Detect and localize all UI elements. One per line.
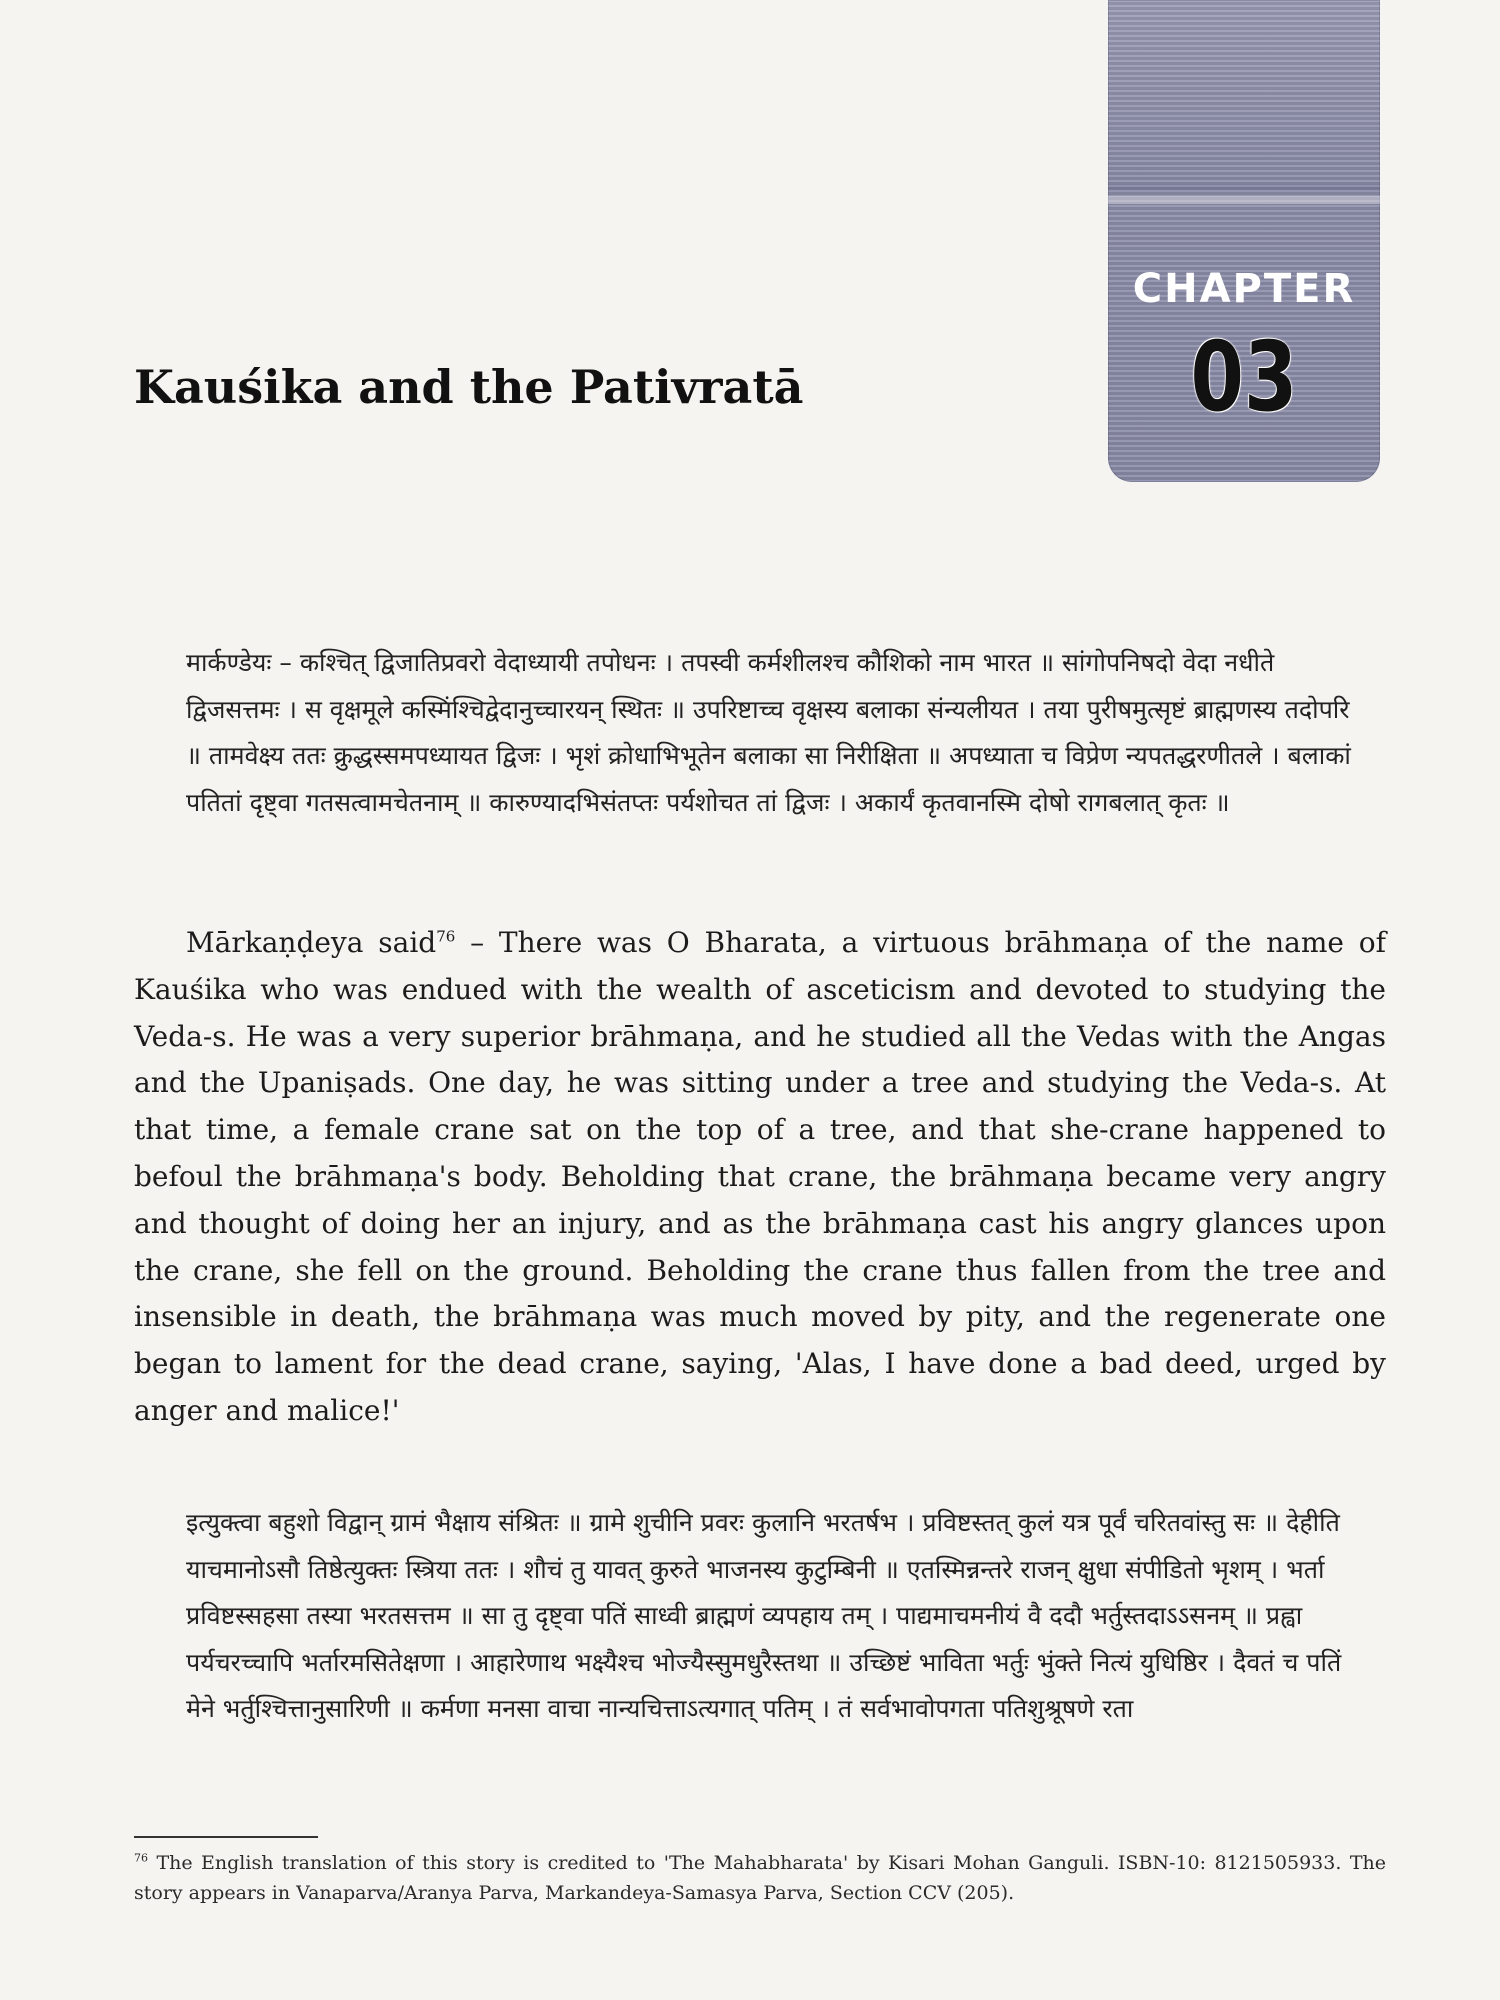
chapter-number: 03 [1190, 321, 1298, 433]
chapter-label: CHAPTER [1132, 266, 1356, 312]
translation-body: – There was O Bharata, a virtuous brāhmaṇa of the name of Kauśika who was endued with the wealth of asceticism and devoted to studying the Veda-s. He was a very superior brāhmaṇa, and he studied all the Vedas with the Angas and the Upaniṣads. One day, he was sitting under a tree and studying the Veda-s. At that time, a female crane sat on the top of a tree, and that she-crane happened to befoul the brāhmaṇa's body. Beholding that crane, the brāhmaṇa became very angry and thought of doing her an injury, and as the brāhmaṇa cast his angry glances upon the crane, she fell on the ground. Beholding the crane thus fallen from the tree and insensible in death, the brāhmaṇa was much moved by pity, and the regenerate one began to lament for the dead crane, saying, 'Alas, I have done a bad deed, urged by anger and malice!' [134, 926, 1386, 1427]
footnote-reference[interactable]: 76 [436, 927, 456, 946]
chapter-title: Kauśika and the Pativratā [134, 360, 804, 414]
footnote-text: The English translation of this story is credited to 'The Mahabharata' by Kisari Mohan Ganguli. ISBN-10: 8121505933. The story appears in Vanaparva/Aranya Parva, Markandeya-Samasya Parva, Section CCV (205). [134, 1852, 1386, 1904]
footnote-divider [134, 1836, 318, 1838]
chapter-tab-band [1108, 196, 1380, 204]
chapter-tab [1108, 0, 1380, 482]
english-translation-paragraph [134, 920, 1386, 1435]
footnote-marker: 76 [134, 1851, 148, 1865]
footnote [134, 1848, 1386, 1908]
sanskrit-verse-block-1: मार्कण्डेयः – कश्चित् द्विजातिप्रवरो वेदाध्यायी तपोधनः । तपस्वी कर्मशीलश्च कौशिको नाम भारत ॥ सांगोपनिषदो वेदा नधीते द्विजसत्तमः । स वृक्षमूले कस्मिंश्चिद्वेदानुच्चारयन् स्थितः ॥ उपरिष्टाच्च वृक्षस्य बलाका संन्यलीयत । तया पुरीषमुत्सृष्टं ब्राह्मणस्य तदोपरि ॥ तामवेक्ष्य ततः क्रुद्धस्समपध्यायत द्विजः । भृशं क्रोधाभिभूतेन बलाका सा निरीक्षिता ॥ अपध्याता च विप्रेण न्यपतद्धरणीतले । बलाकां पतितां दृष्ट्वा गतसत्वामचेतनाम् ॥ कारुण्यादभिसंतप्तः पर्यशोचत तां द्विजः । अकार्यं कृतवानस्मि दोषो रागबलात् कृतः ॥ [186, 648, 1351, 817]
sanskrit-verse-block-2: इत्युक्त्वा बहुशो विद्वान् ग्रामं भैक्षाय संश्रितः ॥ ग्रामे शुचीनि प्रवरः कुलानि भरतर्षभ । प्रविष्टस्तत् कुलं यत्र पूर्वं चरितवांस्तु सः ॥ देहीति याचमानोऽसौ तिष्ठेत्युक्तः स्त्रिया ततः । शौचं तु यावत् कुरुते भाजनस्य कुटुम्बिनी ॥ एतस्मिन्नन्तरे राजन् क्षुधा संपीडितो भृशम् । भर्ता प्रविष्टस्सहसा तस्या भरतसत्तम ॥ सा तु दृष्ट्वा पतिं साध्वी ब्राह्मणं व्यपहाय तम् । पाद्यमाचमनीयं वै ददौ भर्तुस्तदाऽऽसनम् ॥ प्रह्वा पर्यचरच्चापि भर्तारमसितेक्षणा । आहारेणाथ भक्ष्यैश्च भोज्यैस्सुमधुरैस्तथा ॥ उच्छिष्टं भाविता भर्तुः भुंक्ते नित्यं युधिष्ठिर । दैवतं च पतिं मेने भर्तुश्चित्तानुसारिणी ॥ कर्मणा मनसा वाचा नान्यचित्ताऽत्यगात् पतिम् । तं सर्वभावोपगता पतिशुश्रूषणे रता [186, 1508, 1342, 1723]
speaker-lead: Mārkaṇḍeya said [186, 926, 437, 959]
